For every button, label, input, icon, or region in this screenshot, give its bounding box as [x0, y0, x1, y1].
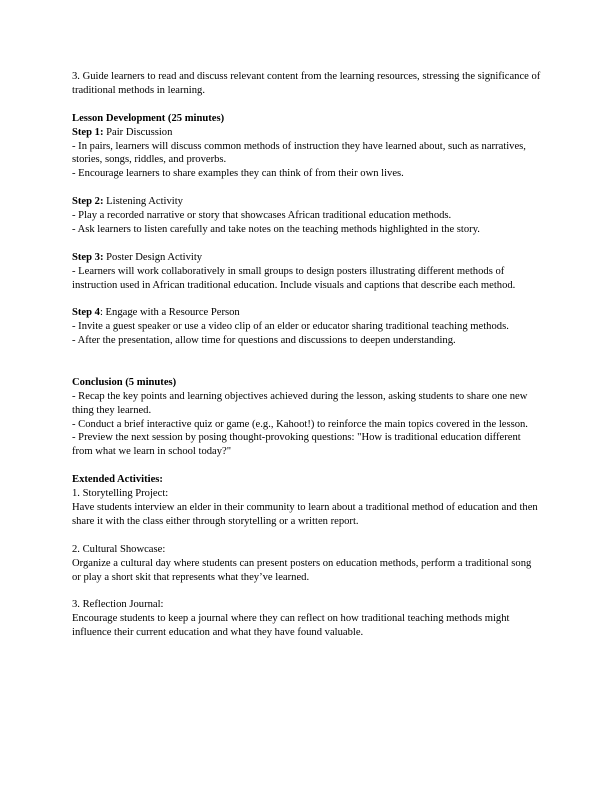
step-3-line: - Learners will work collaboratively in small groups to design posters illustrating different methods of instruction used in African traditional education. Include visuals and captions that describe each method.	[72, 265, 516, 291]
document-body	[72, 70, 542, 640]
conclusion-line: - Recap the key points and learning objectives achieved during the lesson, asking students to share one new thing they learned.	[72, 390, 528, 416]
step-3-title: Step 3: Poster Design Activity	[72, 251, 203, 263]
step-4-title: Step 4: Engage with a Resource Person	[72, 307, 240, 319]
step-2-title: Step 2: Listening Activity	[72, 196, 183, 208]
step-2-line: - Play a recorded narrative or story that showcases African traditional education methods.	[72, 210, 452, 222]
step-1-label: Step 1:	[72, 126, 104, 138]
step-3-label: Step 3:	[72, 251, 104, 263]
extended-activities-heading: Extended Activities:	[72, 474, 163, 486]
step-1-line: - Encourage learners to share examples they can think of from their own lives.	[72, 168, 404, 180]
extended-item-text: Organize a cultural day where students can present posters on education methods, perform a traditional song or play a short skit that represents what they’ve learned.	[72, 557, 532, 583]
conclusion-line: - Conduct a brief interactive quiz or game (e.g., Kahoot!) to reinforce the main topics covered in the lesson.	[72, 418, 528, 430]
lesson-development-heading: Lesson Development (25 minutes)	[72, 112, 225, 124]
step-4-line: - Invite a guest speaker or use a video clip of an elder or educator sharing traditional teaching methods.	[72, 321, 509, 333]
conclusion-heading: Conclusion (5 minutes)	[72, 376, 177, 388]
extended-item-title: 2. Cultural Showcase:	[72, 543, 166, 555]
step-4-line: - After the presentation, allow time for questions and discussions to deepen understanding.	[72, 335, 456, 347]
step-4-label: Step 4	[72, 307, 100, 319]
conclusion-line: - Preview the next session by posing thought-provoking questions: "How is traditional education different from what we learn in school today?"	[72, 432, 521, 458]
extended-item-text: Have students interview an elder in their community to learn about a traditional method of education and then share it with the class either through storytelling or a written report.	[72, 502, 538, 527]
step-1-title: Step 1: Pair Discussion	[72, 126, 173, 138]
extended-item-title: 1. Storytelling Project:	[72, 488, 169, 500]
step-2-line: - Ask learners to listen carefully and take notes on the teaching methods highlighted in the story.	[72, 223, 480, 235]
extended-item-title: 3. Reflection Journal:	[72, 599, 164, 611]
extended-item-text: Encourage students to keep a journal where they can reflect on how traditional teaching methods might influence their current education and what they have found valuable.	[72, 613, 510, 639]
step-2-label: Step 2:	[72, 196, 104, 208]
intro-item-3: 3. Guide learners to read and discuss relevant content from the learning resources, stressing the significance of traditional methods in learning.	[72, 71, 541, 96]
step-1-line: - In pairs, learners will discuss common methods of instruction they have learned about, such as narratives, stories, songs, riddles, and proverbs.	[72, 140, 526, 166]
